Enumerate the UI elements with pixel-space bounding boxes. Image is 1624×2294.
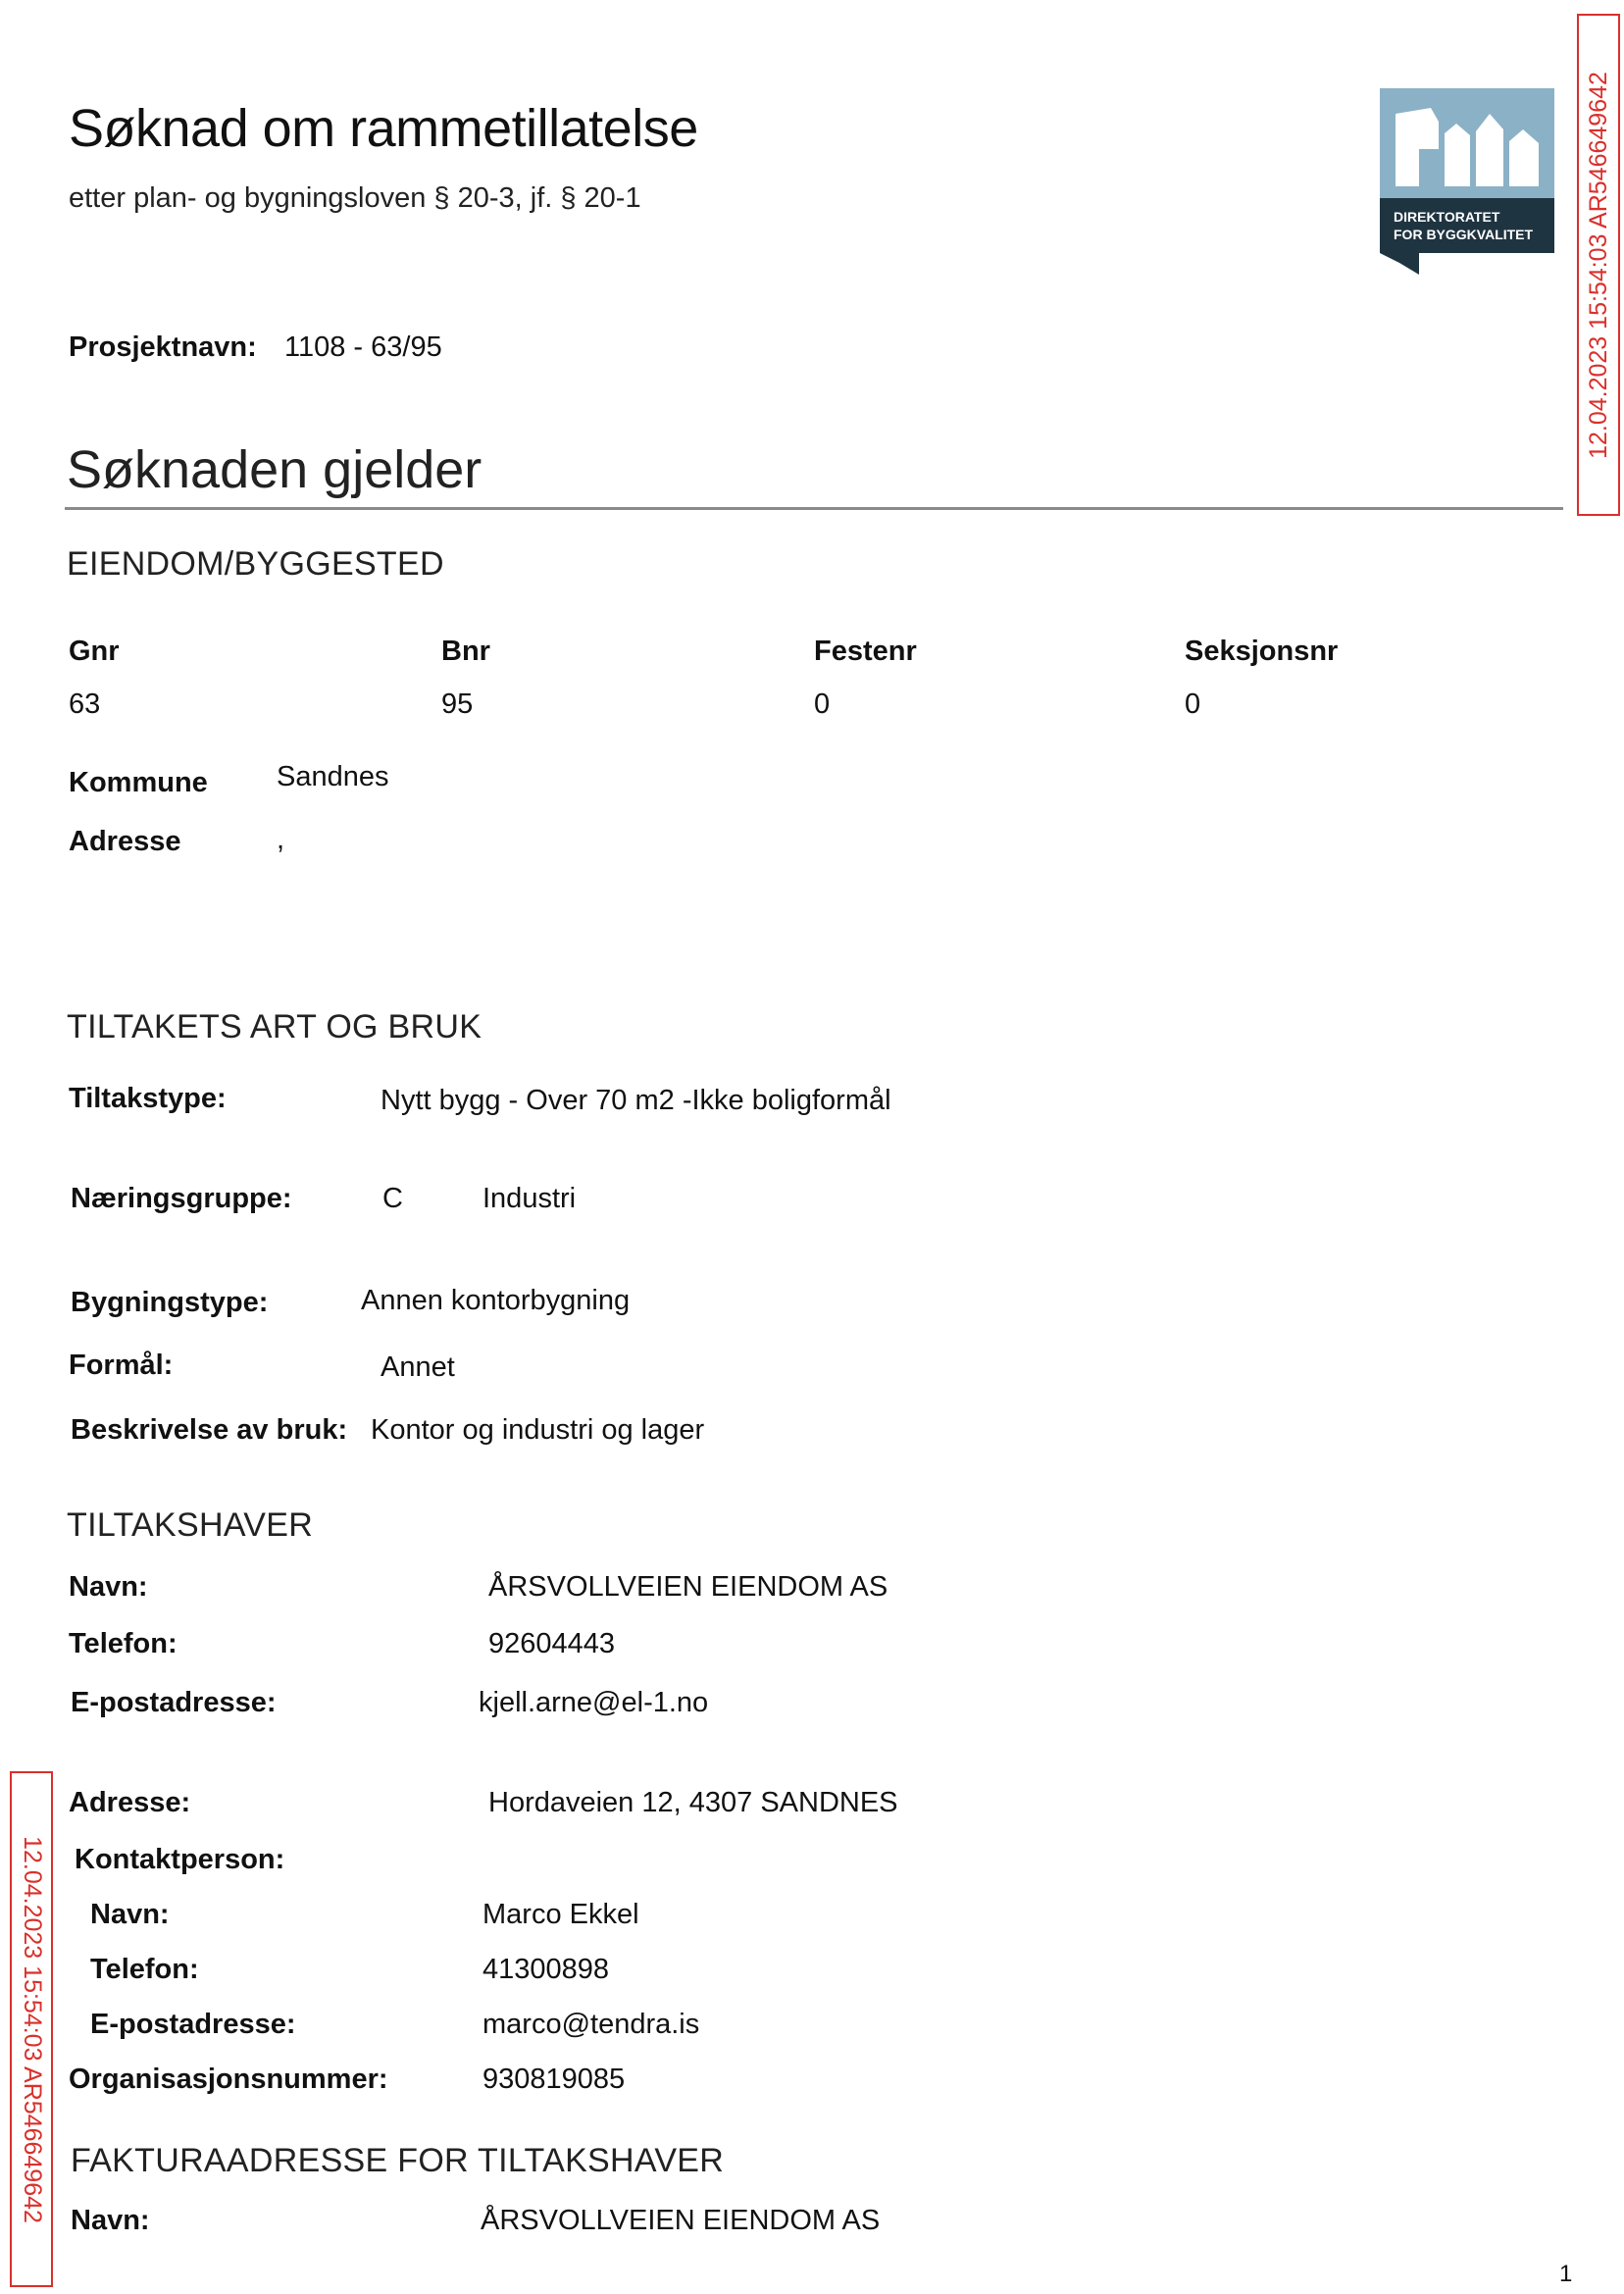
formal-value: Annet	[381, 1351, 455, 1383]
beskrivelse-value: Kontor og industri og lager	[371, 1414, 705, 1446]
timestamp-stamp-top	[1577, 14, 1620, 516]
naeringsgruppe-code: C	[382, 1183, 403, 1214]
festenr-value: 0	[814, 688, 831, 720]
orgnr-label: Organisasjonsnummer:	[69, 2064, 388, 2095]
page-number: 1	[1559, 2261, 1573, 2287]
gnr-label: Gnr	[69, 636, 120, 667]
stamp-text: 12.04.2023 15:54:03 AR546649642	[1584, 71, 1612, 459]
beskrivelse-label: Beskrivelse av bruk:	[71, 1414, 348, 1446]
kommune-value: Sandnes	[277, 761, 389, 792]
formal-label: Formål:	[69, 1350, 174, 1381]
faktura-navn-value: ÅRSVOLLVEIEN EIENDOM AS	[481, 2205, 881, 2236]
faktura-navn-label: Navn:	[71, 2205, 150, 2236]
gnr-value: 63	[69, 688, 101, 720]
th-telefon-label: Telefon:	[69, 1628, 178, 1659]
kp-telefon-label: Telefon:	[90, 1954, 199, 1985]
bygningstype-value: Annen kontorbygning	[361, 1285, 631, 1316]
naeringsgruppe-label: Næringsgruppe:	[71, 1183, 292, 1214]
kp-epost-label: E-postadresse:	[90, 2009, 296, 2040]
timestamp-stamp-left	[10, 1771, 53, 2287]
stamp-text: 12.04.2023 15:54:03 AR546649642	[18, 1835, 46, 2223]
kp-telefon-value: 41300898	[482, 1954, 610, 1985]
document-title: Søknad om rammetillatelse	[69, 99, 698, 158]
logo-line-2: FOR BYGGKVALITET	[1394, 227, 1534, 242]
th-epost-label: E-postadresse:	[71, 1687, 277, 1718]
kontaktperson-label: Kontaktperson:	[75, 1844, 285, 1875]
project-value: 1108 - 63/95	[284, 331, 442, 363]
eiendom-heading: EIENDOM/BYGGESTED	[67, 545, 444, 583]
seksjonsnr-label: Seksjonsnr	[1185, 636, 1339, 667]
tiltak-heading: TILTAKETS ART OG BRUK	[67, 1008, 482, 1045]
adresse-label: Adresse	[69, 826, 181, 857]
logo-line-1: DIREKTORATET	[1394, 209, 1500, 225]
project-label: Prosjektnavn:	[69, 331, 257, 363]
kp-navn-label: Navn:	[90, 1899, 170, 1930]
naeringsgruppe-value: Industri	[482, 1183, 577, 1214]
th-epost-value: kjell.arne@el-1.no	[479, 1687, 709, 1718]
document-subtitle: etter plan- og bygningsloven § 20-3, jf. § 20-1	[69, 182, 641, 214]
dibk-logo-icon	[1380, 88, 1554, 275]
adresse-value: ,	[277, 824, 285, 855]
kp-epost-value: marco@tendra.is	[482, 2009, 700, 2040]
bnr-value: 95	[441, 688, 474, 720]
tiltakstype-value: Nytt bygg - Over 70 m2 -Ikke boligformål	[381, 1085, 891, 1116]
section-title: Søknaden gjelder	[67, 440, 482, 499]
bygningstype-label: Bygningstype:	[71, 1287, 269, 1318]
bnr-label: Bnr	[441, 636, 490, 667]
th-adresse-label: Adresse:	[69, 1787, 191, 1818]
kommune-label: Kommune	[69, 767, 208, 798]
seksjonsnr-value: 0	[1185, 688, 1201, 720]
faktura-heading: FAKTURAADRESSE FOR TILTAKSHAVER	[71, 2142, 725, 2179]
th-navn-value: ÅRSVOLLVEIEN EIENDOM AS	[488, 1571, 888, 1603]
orgnr-value: 930819085	[482, 2064, 626, 2095]
festenr-label: Festenr	[814, 636, 917, 667]
section-divider	[65, 507, 1563, 510]
th-navn-label: Navn:	[69, 1571, 148, 1603]
tiltakstype-label: Tiltakstype:	[69, 1083, 227, 1114]
tiltakshaver-heading: TILTAKSHAVER	[67, 1506, 314, 1544]
dibk-logo	[1380, 88, 1554, 275]
th-adresse-value: Hordaveien 12, 4307 SANDNES	[488, 1787, 898, 1818]
kp-navn-value: Marco Ekkel	[482, 1899, 639, 1930]
th-telefon-value: 92604443	[488, 1628, 616, 1659]
